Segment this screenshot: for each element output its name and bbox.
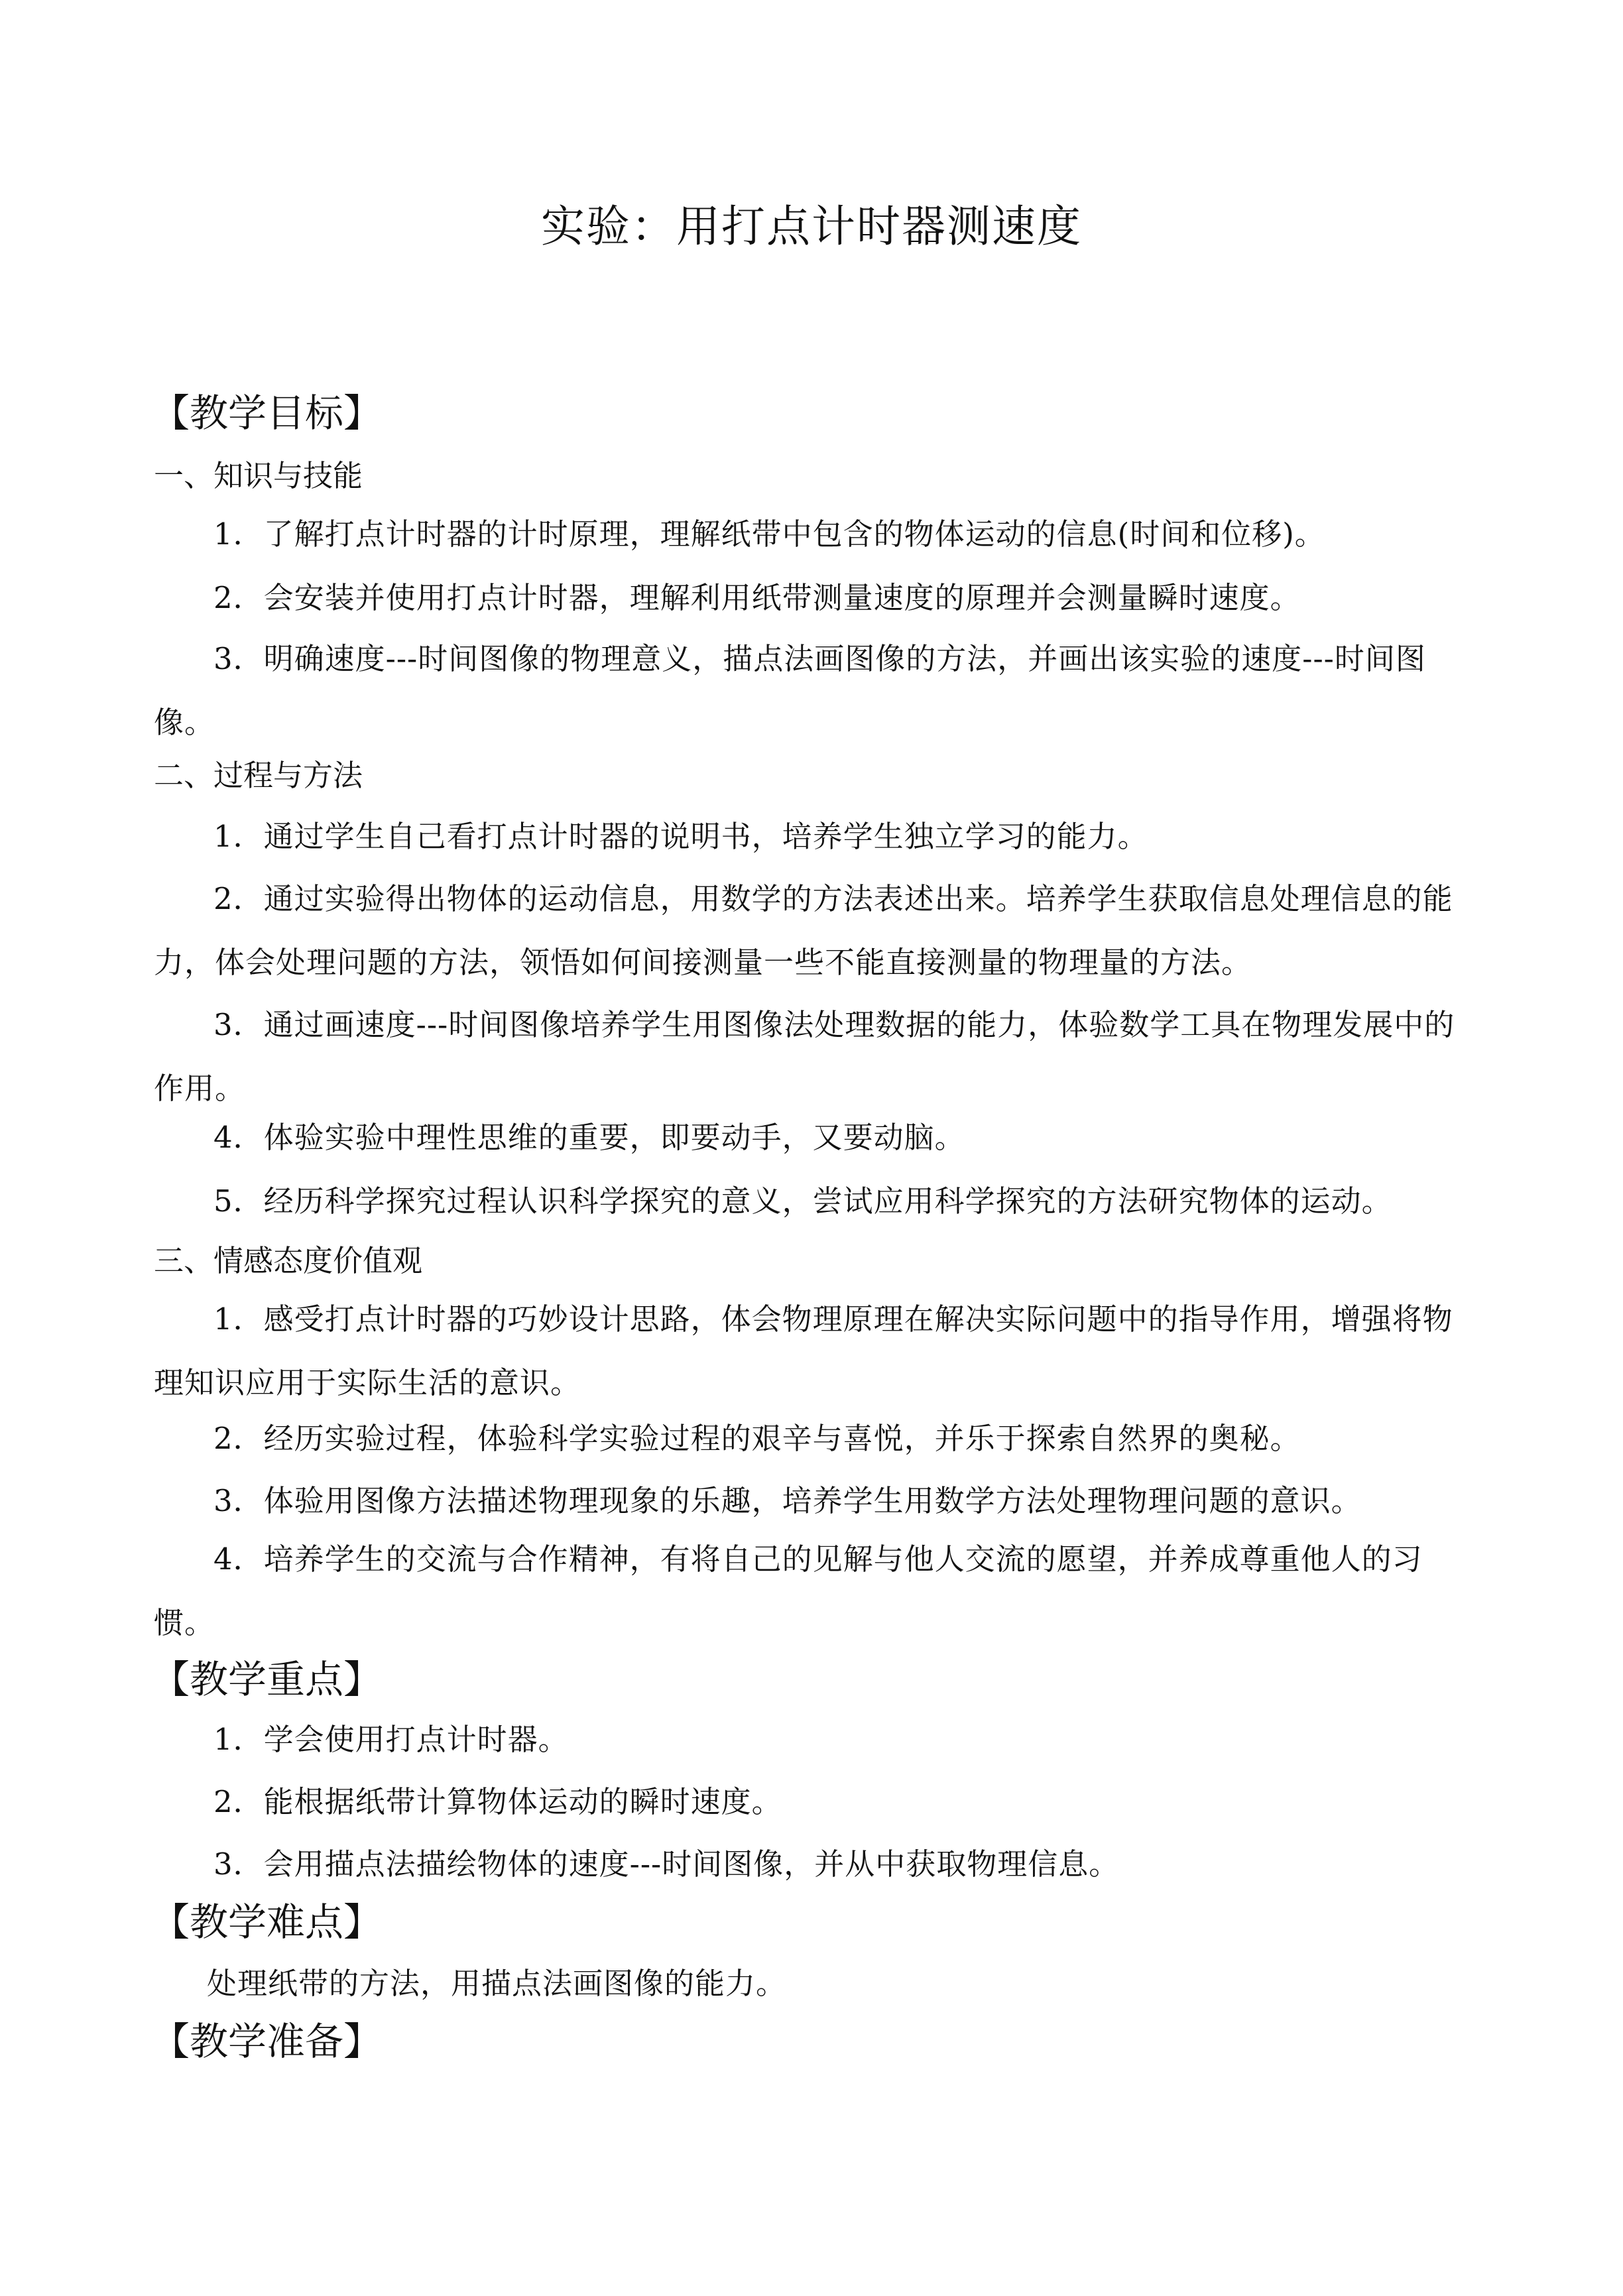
key-point-item-2: 2．能根据纸带计算物体运动的瞬时速度。 bbox=[213, 1784, 782, 1819]
difficulties-heading: 【教学难点】 bbox=[151, 1900, 383, 1945]
document-title: 实验：用打点计时器测速度 bbox=[541, 201, 1082, 252]
process-item-2: 2．通过实验得出物体的运动信息，用数学的方法表述出来。培养学生获取信息处理信息的能力，体会处理问题的方法，领悟如何间接测量一些不能直接测量的物理量的方法。 bbox=[154, 881, 1453, 980]
difficulties-text: 处理纸带的方法，用描点法画图像的能力。 bbox=[207, 1966, 787, 2001]
emotion-item-3: 3．体验用图像方法描述物理现象的乐趣，培养学生用数学方法处理物理问题的意识。 bbox=[213, 1483, 1362, 1518]
knowledge-heading: 一、知识与技能 bbox=[154, 458, 363, 493]
process-item-3: 3．通过画速度---时间图像培养学生用图像法处理数据的能力，体验数学工具在物理发展中的作用。 bbox=[154, 1007, 1455, 1106]
objectives-heading: 【教学目标】 bbox=[151, 391, 383, 436]
emotion-item-1: 1．感受打点计时器的巧妙设计思路，体会物理原理在解决实际问题中的指导作用，增强将物理知识应用于实际生活的意识。 bbox=[154, 1301, 1453, 1400]
process-item-5: 5．经历科学探究过程认识科学探究的意义，尝试应用科学探究的方法研究物体的运动。 bbox=[213, 1183, 1392, 1219]
emotion-item-2: 2．经历实验过程，体验科学实验过程的艰辛与喜悦，并乐于探索自然界的奥秘。 bbox=[213, 1421, 1301, 1456]
process-item-4: 4．体验实验中理性思维的重要，即要动手，又要动脑。 bbox=[213, 1120, 965, 1155]
emotion-heading: 三、情感态度价值观 bbox=[154, 1243, 423, 1278]
process-heading: 二、过程与方法 bbox=[154, 758, 363, 793]
knowledge-item-2: 2．会安装并使用打点计时器，理解利用纸带测量速度的原理并会测量瞬时速度。 bbox=[213, 580, 1301, 615]
key-point-item-1: 1．学会使用打点计时器。 bbox=[213, 1722, 569, 1757]
key-points-heading: 【教学重点】 bbox=[151, 1657, 383, 1702]
key-point-item-3: 3．会用描点法描绘物体的速度---时间图像，并从中获取物理信息。 bbox=[213, 1846, 1120, 1882]
knowledge-item-3: 3．明确速度---时间图像的物理意义，描点法画图像的方法，并画出该实验的速度---时间图像。 bbox=[154, 641, 1426, 740]
process-item-1: 1．通过学生自己看打点计时器的说明书，培养学生独立学习的能力。 bbox=[213, 819, 1148, 854]
preparation-heading: 【教学准备】 bbox=[151, 2019, 383, 2064]
emotion-item-4: 4．培养学生的交流与合作精神，有将自己的见解与他人交流的愿望，并养成尊重他人的习惯。 bbox=[154, 1541, 1423, 1640]
knowledge-item-1: 1．了解打点计时器的计时原理，理解纸带中包含的物体运动的信息(时间和位移)。 bbox=[213, 516, 1325, 552]
